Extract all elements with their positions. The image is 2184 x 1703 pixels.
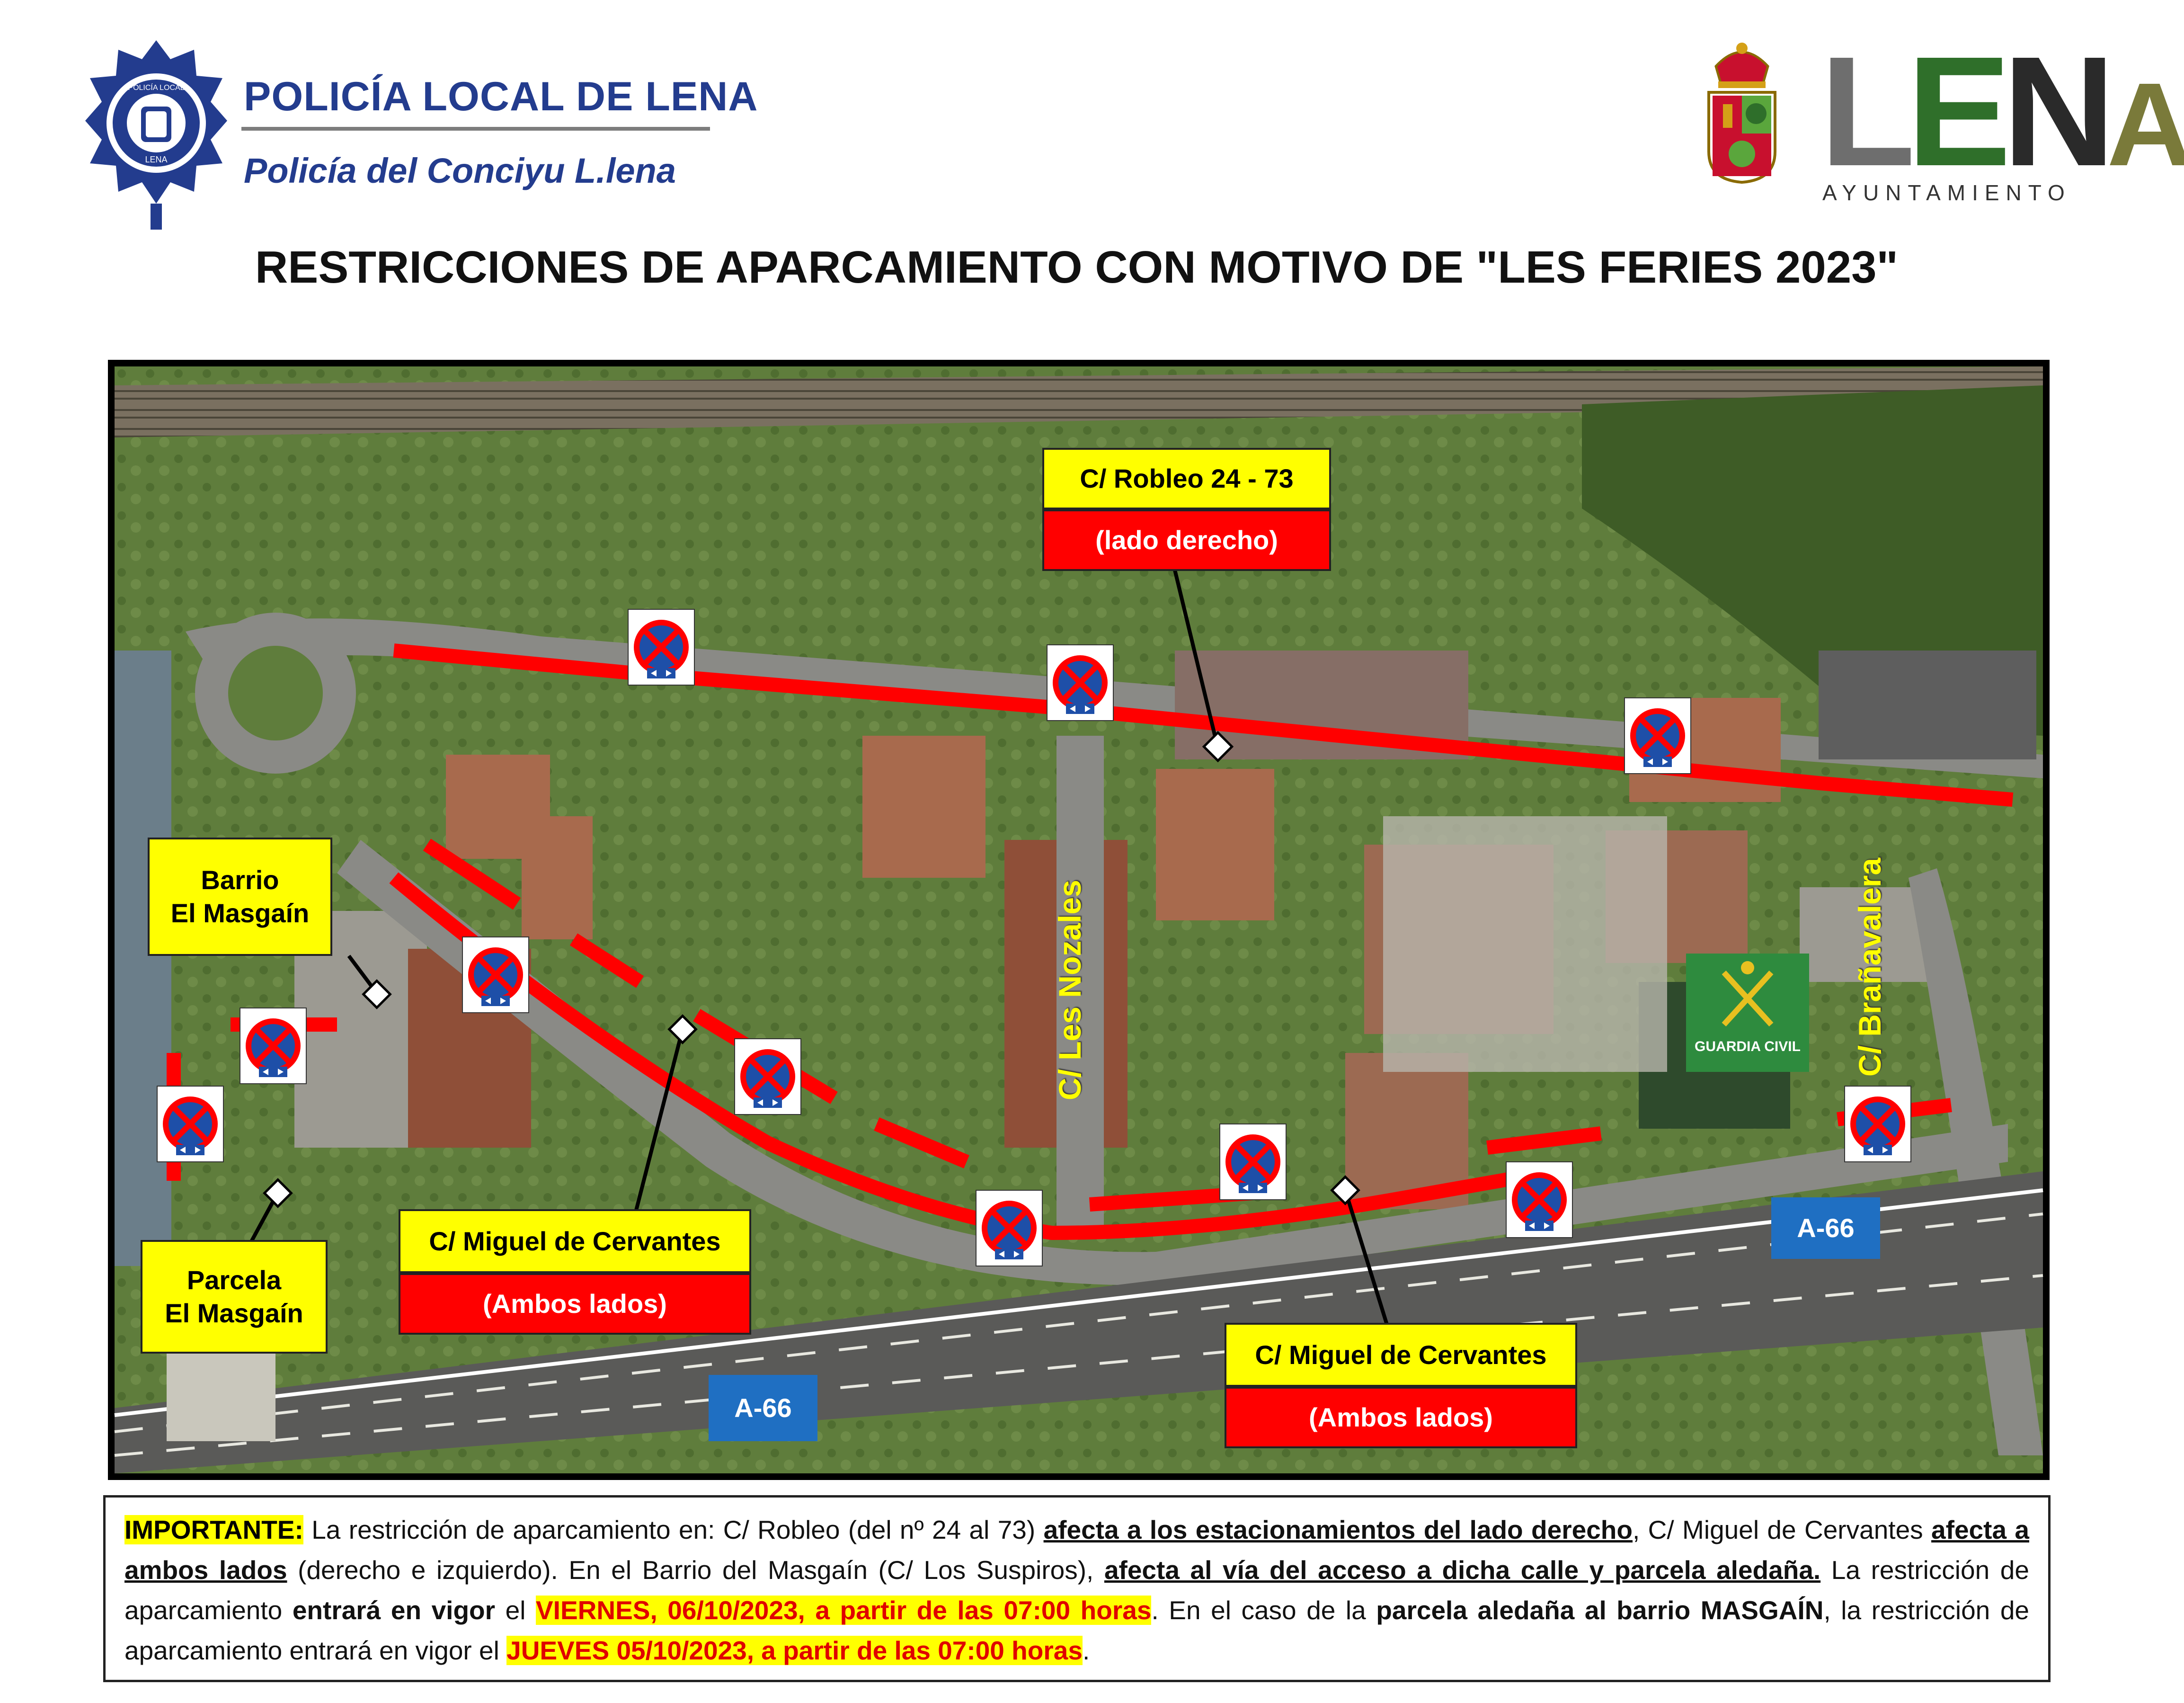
label-barrio-masgain: Barrio El Masgaín [148, 838, 332, 956]
badge-text-top: POLICÍA LOCAL [128, 84, 185, 92]
no-parking-sign [1220, 1124, 1286, 1200]
badge-text-bottom: LENA [145, 155, 168, 164]
label-robleo-name: C/ Robleo 24 - 73 [1042, 448, 1331, 509]
notice-underline-2: afecta a ambos lados [124, 1515, 2029, 1585]
guardia-civil-emblem-icon [1686, 954, 1809, 1039]
police-badge [85, 40, 227, 230]
notice-text-4: La restricción de aparcamiento [124, 1555, 2029, 1625]
notice-text-7: , la restricción de aparcamiento entrará en vigor el [124, 1596, 2030, 1665]
aerial-map [108, 360, 2050, 1480]
street-label-branavalera: C/ Brañavalera [1852, 857, 1887, 1077]
no-parking-sign [1845, 1086, 1911, 1162]
page-title: RESTRICCIONES DE APARCAMIENTO CON MOTIVO DE "LES FERIES 2023" [255, 242, 1899, 293]
notice-highlight-date-2: JUEVES 05/10/2023, a partir de las 07:00 horas [506, 1636, 1083, 1665]
police-subtitle: Policía del Conciyu L.lena [244, 151, 676, 190]
notice-text-6: . En el caso de la [1151, 1596, 1376, 1625]
notice-underline-3: afecta al vía del acceso a dicha calle y parcela aledaña. [1104, 1555, 1821, 1585]
important-notice [103, 1495, 2051, 1682]
no-parking-sign [1047, 645, 1113, 721]
logo-letter-a: A [2107, 58, 2184, 190]
header-divider [241, 127, 710, 131]
notice-text-5: el [495, 1596, 536, 1625]
police-title: POLICÍA LOCAL DE LENA [244, 74, 758, 119]
label-cervantes-1-side: (Ambos lados) [399, 1273, 751, 1335]
notice-bold-1: entrará en vigor [292, 1596, 496, 1625]
label-cervantes-1-name: C/ Miguel de Cervantes [399, 1209, 751, 1273]
marker-barrio [364, 981, 391, 1008]
marker-cervantes-1 [669, 1016, 696, 1043]
street-label-les-nozales: C/ Les Nozales [1052, 880, 1087, 1100]
logo-letter-l: L [1820, 24, 1907, 198]
logo-letter-e: E [1907, 24, 2003, 198]
no-parking-sign [1506, 1162, 1572, 1238]
notice-text-8: . [1082, 1636, 1090, 1665]
coat-of-arms [1704, 38, 1780, 185]
notice-text-3: (derecho e izquierdo). En el Barrio del Masgaín (C/ Los Suspiros), [287, 1555, 1104, 1585]
no-parking-sign [976, 1190, 1042, 1266]
label-robleo-side: (lado derecho) [1042, 509, 1331, 571]
logo-letter-n: N [2002, 24, 2107, 198]
logo-subtitle: AYUNTAMIENTO [1822, 180, 2071, 205]
notice-highlight-date-1: VIERNES, 06/10/2023, a partir de las 07:00 horas [535, 1596, 1152, 1625]
no-parking-sign [462, 937, 529, 1013]
a66-sign-right: A-66 [1771, 1197, 1880, 1259]
marker-parcela [265, 1180, 292, 1207]
notice-text-2: , C/ Miguel de Cervantes [1633, 1515, 1932, 1544]
label-cervantes-2-side: (Ambos lados) [1225, 1387, 1577, 1448]
a66-sign-left: A-66 [709, 1375, 817, 1441]
no-parking-sign [1625, 698, 1691, 774]
no-parking-sign [240, 1008, 306, 1084]
guardia-civil-label: GUARDIA CIVIL [1695, 1039, 1801, 1054]
guardia-civil-sign [1686, 954, 1809, 1072]
notice-bold-2: parcela aledaña al barrio MASGAÍN [1376, 1596, 1824, 1625]
marker-cervantes-2 [1332, 1177, 1359, 1204]
label-parcela-masgain: Parcela El Masgaín [141, 1240, 328, 1354]
no-parking-sign [628, 609, 694, 685]
label-cervantes-2-name: C/ Miguel de Cervantes [1225, 1323, 1577, 1387]
no-parking-sign [735, 1039, 801, 1115]
notice-text-1: La restricción de aparcamiento en: C/ Robleo (del nº 24 al 73) [303, 1515, 1044, 1544]
notice-underline-1: afecta a los estacionamientos del lado derecho [1043, 1515, 1633, 1544]
no-parking-sign [157, 1086, 223, 1162]
notice-important-label: IMPORTANTE: [124, 1515, 303, 1544]
marker-robleo [1204, 732, 1232, 760]
